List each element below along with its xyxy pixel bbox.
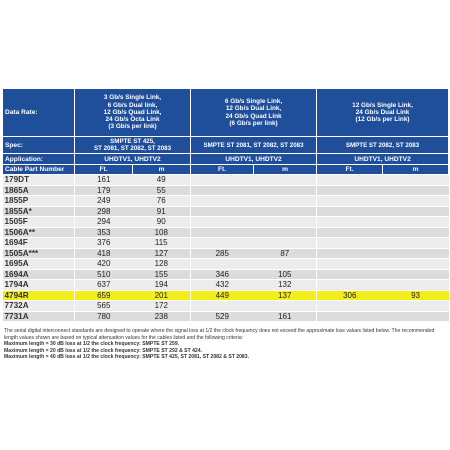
table-row xyxy=(3,206,449,217)
application-label: Application: xyxy=(3,154,75,165)
length-g1-ft: 353 xyxy=(75,227,133,238)
length-g3-ft xyxy=(317,248,383,259)
cable-part-number: 179DT xyxy=(3,175,75,186)
length-g3-ft xyxy=(317,175,383,186)
header-line: 24 Gb/s Octa Link xyxy=(105,116,160,124)
footnotes xyxy=(4,328,446,361)
length-g2-ft xyxy=(191,227,254,238)
length-g2-m: 137 xyxy=(254,290,317,301)
header-line: 12 Gb/s Single Link, xyxy=(352,101,413,109)
group-1-ft-header: Ft. xyxy=(75,165,133,175)
length-g3-ft xyxy=(317,238,383,249)
length-g1-ft: 161 xyxy=(75,175,133,186)
length-g2-ft xyxy=(191,217,254,228)
length-g2-ft xyxy=(191,259,254,270)
length-g1-ft: 298 xyxy=(75,206,133,217)
cable-part-number: 1694F xyxy=(3,238,75,249)
group-2-m-header: m xyxy=(254,165,317,175)
table-row-highlighted xyxy=(3,290,449,301)
length-g2-ft: 529 xyxy=(191,311,254,322)
spec-label: Spec: xyxy=(3,137,75,154)
length-g3-ft xyxy=(317,206,383,217)
length-g2-ft xyxy=(191,185,254,196)
cable-part-number: 1855P xyxy=(3,196,75,207)
length-g3-m xyxy=(383,269,449,280)
table-row xyxy=(3,175,449,186)
application-header-row xyxy=(3,154,449,165)
cable-part-number: 1855A* xyxy=(3,206,75,217)
length-g1-ft: 510 xyxy=(75,269,133,280)
cable-part-number: 1694A xyxy=(3,269,75,280)
length-g2-m xyxy=(254,185,317,196)
length-g1-m: 91 xyxy=(133,206,191,217)
length-g3-m xyxy=(383,185,449,196)
data-rate-group-2 xyxy=(191,89,317,137)
length-g2-ft: 285 xyxy=(191,248,254,259)
table-row xyxy=(3,217,449,228)
length-g2-ft xyxy=(191,238,254,249)
length-g1-ft: 637 xyxy=(75,280,133,291)
length-g3-m xyxy=(383,248,449,259)
cable-part-number: 1505F xyxy=(3,217,75,228)
length-g1-ft: 249 xyxy=(75,196,133,207)
header-line: (3 Gb/s per link) xyxy=(108,123,157,131)
header-line: (12 Gb/s per Link) xyxy=(355,116,410,124)
table-row xyxy=(3,259,449,270)
length-g3-ft xyxy=(317,185,383,196)
length-g3-ft xyxy=(317,311,383,322)
length-g2-m xyxy=(254,206,317,217)
group-2-ft-header: Ft. xyxy=(191,165,254,175)
table-row xyxy=(3,248,449,259)
length-g3-ft xyxy=(317,269,383,280)
table-row xyxy=(3,301,449,312)
table-row xyxy=(3,280,449,291)
length-g1-m: 155 xyxy=(133,269,191,280)
application-group-3: UHDTV1, UHDTV2 xyxy=(317,154,449,165)
length-g1-m: 49 xyxy=(133,175,191,186)
length-g1-ft: 179 xyxy=(75,185,133,196)
length-g1-m: 55 xyxy=(133,185,191,196)
header-line: SMPTE ST 2082, ST 2083 xyxy=(345,141,420,149)
length-g2-m xyxy=(254,175,317,186)
length-g3-ft xyxy=(317,280,383,291)
length-g2-m xyxy=(254,196,317,207)
footnote-criteria-3: Maximum length = 40 dB loss at 1/2 the clock frequency: SMPTE ST 425, ST 2081, ST 2082 & ST 2083. xyxy=(4,354,250,361)
length-g2-m xyxy=(254,301,317,312)
footnote-intro: The serial digital interconnect standards are designed to operate where the signal loss at 1/2 the clock frequency does not exceed the approximate loss values listed below. The recommended length values shown are based on typical attenuation values for the cables listed and the following criteria: xyxy=(4,328,435,341)
table-row xyxy=(3,311,449,322)
length-g3-m xyxy=(383,259,449,270)
length-g1-m: 90 xyxy=(133,217,191,228)
length-g2-ft: 449 xyxy=(191,290,254,301)
column-header-row xyxy=(3,165,449,175)
spec-group-2 xyxy=(191,137,317,154)
header-line: (6 Gb/s per link) xyxy=(229,119,278,127)
cable-part-number: 7731A xyxy=(3,311,75,322)
length-g1-m: 115 xyxy=(133,238,191,249)
footnote-criteria-2: Maximum length = 20 dB loss at 1/2 the clock frequency: SMPTE ST 292 & ST 424. xyxy=(4,347,203,354)
length-g2-ft: 432 xyxy=(191,280,254,291)
cable-part-number: 1794A xyxy=(3,280,75,291)
length-g2-m: 132 xyxy=(254,280,317,291)
length-g1-ft: 420 xyxy=(75,259,133,270)
length-g1-ft: 418 xyxy=(75,248,133,259)
table-row xyxy=(3,196,449,207)
length-g3-m xyxy=(383,196,449,207)
length-g1-m: 127 xyxy=(133,248,191,259)
length-g3-m xyxy=(383,206,449,217)
length-g1-ft: 780 xyxy=(75,311,133,322)
length-g2-m: 105 xyxy=(254,269,317,280)
length-g3-m xyxy=(383,217,449,228)
length-g1-m: 201 xyxy=(133,290,191,301)
application-group-1: UHDTV1, UHDTV2 xyxy=(75,154,191,165)
header-line: 3 Gb/s Single Link, xyxy=(103,94,162,102)
table-row xyxy=(3,269,449,280)
length-g3-ft xyxy=(317,227,383,238)
cable-part-number: 1506A** xyxy=(3,227,75,238)
spec-header-row xyxy=(3,137,449,154)
table-row xyxy=(3,238,449,249)
length-g3-ft: 306 xyxy=(317,290,383,301)
length-g1-ft: 565 xyxy=(75,301,133,312)
length-g1-m: 172 xyxy=(133,301,191,312)
length-g1-m: 194 xyxy=(133,280,191,291)
length-g2-ft xyxy=(191,301,254,312)
header-line: 6 Gb/s Dual link, xyxy=(107,101,158,109)
length-g3-m xyxy=(383,238,449,249)
length-g2-m xyxy=(254,259,317,270)
length-g3-ft xyxy=(317,196,383,207)
length-g3-ft xyxy=(317,217,383,228)
length-g2-m xyxy=(254,227,317,238)
length-g3-m: 93 xyxy=(383,290,449,301)
header-line: 6 Gb/s Single Link, xyxy=(224,97,283,105)
cable-part-number: 1505A*** xyxy=(3,248,75,259)
footnote-criteria-1: Maximum length = 30 dB loss at 1/2 the clock frequency: SMPTE ST 259. xyxy=(4,341,180,348)
header-line: ST 2081, ST 2082, ST 2083 xyxy=(93,145,172,152)
length-g3-m xyxy=(383,280,449,291)
length-g2-m xyxy=(254,217,317,228)
cable-part-number: 7732A xyxy=(3,301,75,312)
header-line: 24 Gb/s Dual Link xyxy=(355,108,410,116)
data-rate-group-3 xyxy=(317,89,449,137)
table-row xyxy=(3,185,449,196)
length-g1-ft: 659 xyxy=(75,290,133,301)
length-g1-m: 128 xyxy=(133,259,191,270)
data-rate-group-1 xyxy=(75,89,191,137)
cable-part-number: 1695A xyxy=(3,259,75,270)
header-line: SMPTE ST 2081, ST 2082, ST 2083 xyxy=(203,141,304,149)
length-g2-ft xyxy=(191,206,254,217)
header-line: 12 Gb/s Quad Link, xyxy=(103,108,162,116)
length-g1-ft: 294 xyxy=(75,217,133,228)
length-g2-ft xyxy=(191,196,254,207)
length-g3-m xyxy=(383,311,449,322)
length-g2-ft xyxy=(191,175,254,186)
length-g1-m: 238 xyxy=(133,311,191,322)
length-g3-ft xyxy=(317,259,383,270)
cable-part-number: 4794R xyxy=(3,290,75,301)
length-g3-m xyxy=(383,301,449,312)
cable-length-table xyxy=(2,88,449,322)
application-group-2: UHDTV1, UHDTV2 xyxy=(191,154,317,165)
data-rate-header-row xyxy=(3,89,449,137)
length-g3-m xyxy=(383,227,449,238)
length-g2-m: 161 xyxy=(254,311,317,322)
data-rate-label: Data Rate: xyxy=(3,89,75,137)
length-g1-m: 76 xyxy=(133,196,191,207)
cable-part-number: 1865A xyxy=(3,185,75,196)
header-line: SMPTE ST 425, xyxy=(110,138,155,145)
length-g2-m xyxy=(254,238,317,249)
length-g2-m: 87 xyxy=(254,248,317,259)
length-g2-ft: 346 xyxy=(191,269,254,280)
length-g1-ft: 376 xyxy=(75,238,133,249)
spec-group-1 xyxy=(75,137,191,154)
table-row xyxy=(3,227,449,238)
length-g3-m xyxy=(383,175,449,186)
group-3-m-header: m xyxy=(383,165,449,175)
group-1-m-header: m xyxy=(133,165,191,175)
header-line: 12 Gb/s Dual Link, xyxy=(225,105,282,113)
group-3-ft-header: Ft. xyxy=(317,165,383,175)
length-g3-ft xyxy=(317,301,383,312)
spec-group-3 xyxy=(317,137,449,154)
cable-part-number-header: Cable Part Number xyxy=(3,165,75,175)
header-line: 24 Gb/s Quad Link xyxy=(225,112,282,120)
length-g1-m: 108 xyxy=(133,227,191,238)
